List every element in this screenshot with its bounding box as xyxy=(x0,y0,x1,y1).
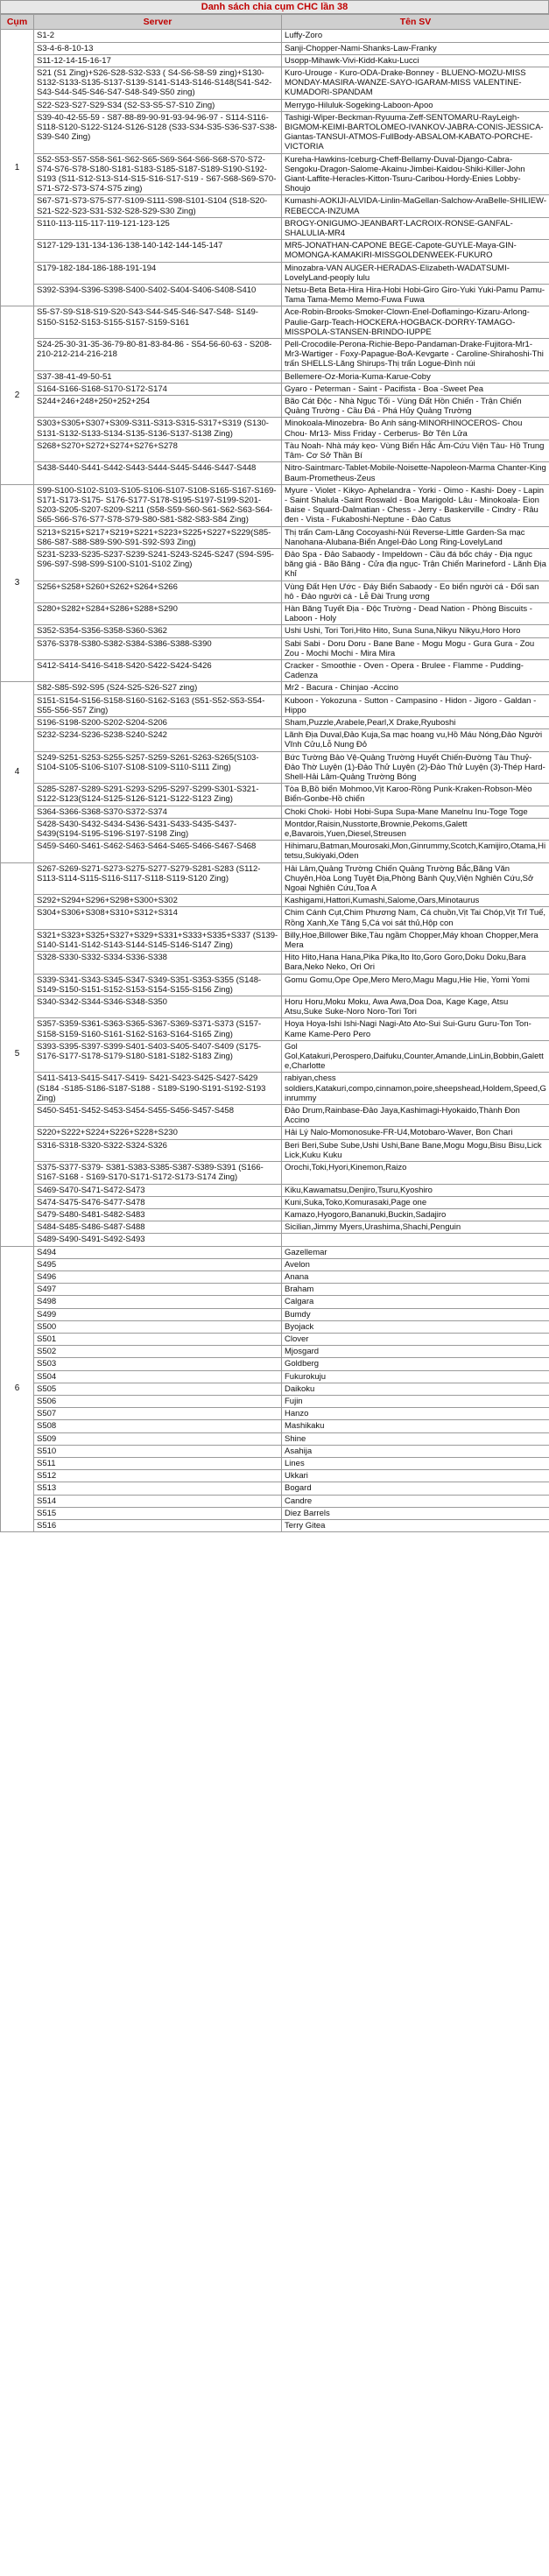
cluster-id: 6 xyxy=(1,1246,34,1532)
server-cell: S82-S85-S92-S95 (S24-S25-S26-S27 zing) xyxy=(34,682,282,694)
name-cell: Ace-Robin-Brooks-Smoker-Clown-Enel-Doflamingo-Kizaru-Arlong-Paulie-Garp-Teach-HOCKERA-HOGBACK-DORRY-TAMAGO-MISSPOLA-STANSEN-BRINDO-IUPPE xyxy=(282,306,549,339)
server-cell: S304+S306+S308+S310+S312+S314 xyxy=(34,907,282,929)
table-row xyxy=(1,581,549,602)
name-cell: Minozabra-VAN AUGER-HERADAS-Elizabeth-WADATSUMI-LovelyLand-peoply lulu xyxy=(282,262,549,284)
name-cell: Bellemere-Oz-Moria-Kuma-Karue-Coby xyxy=(282,370,549,383)
table-row xyxy=(1,217,549,239)
table-row xyxy=(1,841,549,862)
server-cell: S37-38-41-49-50-51 xyxy=(34,370,282,383)
server-cell: S498 xyxy=(34,1296,282,1308)
table-row xyxy=(1,285,549,306)
table-row xyxy=(1,1184,549,1196)
table-row xyxy=(1,484,549,526)
server-cell: S505 xyxy=(34,1383,282,1395)
table-row xyxy=(1,907,549,929)
name-cell: Chim Cánh Cụt,Chim Phương Nam, Cá chuồn,Vịt Tai Chóp,Vịt Trĩ Tuế, Rồng Xanh,Xe Tăng 5,Cá voi sát thủ,Hộp con xyxy=(282,907,549,929)
table-row xyxy=(1,625,549,637)
server-cell: S1-2 xyxy=(34,30,282,42)
table-row xyxy=(1,818,549,840)
server-cell: S510 xyxy=(34,1445,282,1457)
name-cell: Choki Choki- Hobi Hobi-Supa Supa-Mane Manelnu Inu-Toge Toge xyxy=(282,806,549,818)
name-cell: Gomu Gomu,Ope Ope,Mero Mero,Magu Magu,Hie Hie, Yomi Yomi xyxy=(282,974,549,996)
server-cell: S497 xyxy=(34,1284,282,1296)
table-row xyxy=(1,659,549,681)
server-cell: S52-S53-S57-S58-S61-S62-S65-S69-S64-S66-S68-S70-S72-S74-S76-S78-S180-S181-S183-S185-S187-S189-S190-S192-S193 (S11-S12-S13-S14-S15-S16-S17-S19 - S67-S68-S69-S70-S71-S72-S73-S74-S75 zing) xyxy=(34,153,282,195)
table-row xyxy=(1,1308,549,1320)
table-row xyxy=(1,1284,549,1296)
server-cell: S340-S342-S344-S346-S348-S350 xyxy=(34,996,282,1018)
server-cell: S5-S7-S9-S18-S19-S20-S43-S44-S45-S46-S47-S48- S149-S150-S152-S153-S155-S157-S159-S161 xyxy=(34,306,282,339)
name-cell: Đảo Spa - Đảo Sabaody - Impeldown - Cầu đá bốc cháy - Địa ngục băng giá - Bão Băng - Cửa địa ngục- Trận Chiến Marineford - Lãnh Địa Khỉ xyxy=(282,548,549,581)
name-cell: Tashigi-Wiper-Beckman-Ryuuma-Zeff-SENTOMARU-RayLeigh-BIGMOM-KEIMI-BARTOLOMEO-IVANKOV-JABRA-CONIS-JESSICA-Giantas-TANSUI-ATMOS-FullBody-ABSALOM-KABATO-PORCHE-VICTORIA xyxy=(282,111,549,153)
name-cell: Kuni,Suka,Toko,Komurasaki,Page one xyxy=(282,1196,549,1208)
name-cell: Tòa B,Bồ biển Mohmoo,Vịt Karoo-Rồng Punk-Kraken-Robson-Mèo Biển-Gonbe-Hồ chiến xyxy=(282,784,549,806)
table-row xyxy=(1,1408,549,1420)
name-cell: Sham,Puzzle,Arabele,Pearl,X Drake,Ryuboshi xyxy=(282,716,549,728)
table-row xyxy=(1,1457,549,1469)
name-cell: Braham xyxy=(282,1284,549,1296)
name-cell: Kuro-Urouge - Kuro-ODA-Drake-Bonney - BLUENO-MOZU-MISS MONDAY-MASIRA-WANZE-SAYO-IGARAM-MISS VALENTINE-KUMADORI-SPANDAM xyxy=(282,67,549,99)
server-cell: S321+S323+S325+S327+S329+S331+S333+S335+S337 (S139-S140-S141-S142-S143-S144-S145-S146-S147 Zing) xyxy=(34,929,282,951)
name-cell: Thị trấn Cam-Lăng Cocoyashi-Núi Reverse-Little Garden-Sa mạc Nanohana-Alubana-Biển Angel-Đảo Long Ring-LovelyLand xyxy=(282,526,549,548)
server-cell: S495 xyxy=(34,1258,282,1270)
server-cell: S196-S198-S200-S202-S204-S206 xyxy=(34,716,282,728)
server-cell: S39-40-42-55-59 - S87-88-89-90-91-93-94-96-97 - S114-S116-S118-S120-S122-S124-S126-S128 (S33-S34-S35-S36-S37-S38-S39-S40 Zing) xyxy=(34,111,282,153)
table-row xyxy=(1,1208,549,1221)
cluster-id: 1 xyxy=(1,30,34,306)
server-cell: S500 xyxy=(34,1320,282,1333)
name-cell: Bức Tường Bảo Vệ-Quảng Trường Huyết Chiến-Đường Tàu Thuỷ-Đảo Thờ Luyện (1)-Đảo Thử Luyện (2)-Đảo Thử Luyện (3)-Thép Hard-Shell-Hải Lâm-Quảng Trường Bóng xyxy=(282,751,549,784)
table-row xyxy=(1,716,549,728)
server-cell: S501 xyxy=(34,1333,282,1345)
cluster-table xyxy=(0,14,549,1532)
table-body xyxy=(1,30,549,1532)
name-cell: Minokoala-Minozebra- Bo Anh sáng-MINORHINOCEROS- Chou Chou- Mr13- Miss Friday - Cerberus- Bờ Tên Lửa xyxy=(282,418,549,440)
name-cell: Candre xyxy=(282,1495,549,1507)
server-cell: S503 xyxy=(34,1358,282,1370)
table-row xyxy=(1,929,549,951)
server-cell: S127-129-131-134-136-138-140-142-144-145-147 xyxy=(34,240,282,262)
server-cell: S244+246+248+250+252+254 xyxy=(34,396,282,418)
server-cell: S316-S318-S320-S322-S324-S326 xyxy=(34,1139,282,1161)
name-cell: Gol Gol,Katakuri,Perospero,Daifuku,Counter,Amande,LinLin,Bobbin,Galette,Charlotte xyxy=(282,1040,549,1073)
server-cell: S512 xyxy=(34,1470,282,1482)
header-servers: Server xyxy=(34,15,282,30)
server-cell: S392-S394-S396-S398-S400-S402-S404-S406-S408-S410 xyxy=(34,285,282,306)
name-cell: Usopp-Mihawk-Vivi-Kidd-Kaku-Lucci xyxy=(282,54,549,67)
name-cell: Anana xyxy=(282,1270,549,1283)
table-row xyxy=(1,682,549,694)
server-cell: S459-S460-S461-S462-S463-S464-S465-S466-S467-S468 xyxy=(34,841,282,862)
name-cell: Horu Horu,Moku Moku, Awa Awa,Doa Doa, Kage Kage, Atsu Atsu,Suke Suke-Noro Noro-Tori Tori xyxy=(282,996,549,1018)
name-cell: Mjosgard xyxy=(282,1346,549,1358)
server-cell: S507 xyxy=(34,1408,282,1420)
name-cell: Hải Lâm,Quảng Trường Chiến Quảng Trường Bắc,Bãng Văn Chuyên,Hòa Long Tuyệt Địa,Phòng Bành Quy,Viện Nghiên Cứu,Sở Ngoại Nghiên Cứu,Toa A xyxy=(282,862,549,895)
table-row xyxy=(1,1420,549,1432)
table-row xyxy=(1,1346,549,1358)
table-row xyxy=(1,462,549,484)
table-row xyxy=(1,1258,549,1270)
name-cell xyxy=(282,1234,549,1246)
name-cell: Clover xyxy=(282,1333,549,1345)
server-cell: S110-113-115-117-119-121-123-125 xyxy=(34,217,282,239)
header-cluster: Cụm xyxy=(1,15,34,30)
name-cell: Kamazo,Hyogoro,Bananuki,Buckin,Sadajiro xyxy=(282,1208,549,1221)
name-cell: Merrygo-Hiluluk-Sogeking-Laboon-Apoo xyxy=(282,99,549,111)
table-row xyxy=(1,1234,549,1246)
server-cell: S357-S359-S361-S363-S365-S367-S369-S371-S373 (S157-S158-S159-S160-S161-S162-S163-S164-S165 Zing) xyxy=(34,1018,282,1040)
table-row xyxy=(1,440,549,461)
server-cell: S469-S470-S471-S472-S473 xyxy=(34,1184,282,1196)
table-row xyxy=(1,1270,549,1283)
table-row xyxy=(1,306,549,339)
name-cell: Billy,Hoe,Billower Bike,Tàu ngầm Chopper,Máy khoan Chopper,Mera Mera xyxy=(282,929,549,951)
table-row xyxy=(1,1018,549,1040)
header-names: Tên SV xyxy=(282,15,549,30)
table-row xyxy=(1,1221,549,1234)
server-cell: S474-S475-S476-S477-S478 xyxy=(34,1196,282,1208)
table-row xyxy=(1,240,549,262)
table-row xyxy=(1,111,549,153)
name-cell: Byojack xyxy=(282,1320,549,1333)
name-cell: BROGY-ONIGUMO-JEANBART-LACROIX-RONSE-GANFAL-SHALULIA-MR4 xyxy=(282,217,549,239)
name-cell: Nitro-Saintmarc-Tablet-Mobile-Noisette-Napoleon-Marma Chanter-King Baum-Prometheus-Zeus xyxy=(282,462,549,484)
server-cell: S303+S305+S307+S309-S311-S313-S315-S317+S319 (S130-S131-S132-S133-S134-S135-S136-S137-S138 Zing) xyxy=(34,418,282,440)
server-cell: S280+S282+S284+S286+S288+S290 xyxy=(34,602,282,624)
name-cell: Fukurokuju xyxy=(282,1370,549,1383)
table-row xyxy=(1,1162,549,1184)
name-cell: MR5-JONATHAN-CAPONE BEGE-Capote-GUYLE-Maya-GIN-MOMONGA-KAMAKIRI-MISSGOLDENWEEK-FUKURO xyxy=(282,240,549,262)
server-cell: S506 xyxy=(34,1395,282,1407)
server-cell: S494 xyxy=(34,1246,282,1258)
name-cell: Kureha-Hawkins-Iceburg-Cheff-Bellamy-Duval-Django-Cabra-Sengoku-Dragon-Salome-Akainu-Jimbei-Kaidou-Shiki-Killer-John Giant-Laffite-Heracles-Kitton-Tsuru-Caribou-Hordy-Enies Lobby-Shoujo xyxy=(282,153,549,195)
table-row xyxy=(1,1445,549,1457)
table-row xyxy=(1,526,549,548)
server-cell: S352-S354-S356-S358-S360-S362 xyxy=(34,625,282,637)
name-cell: Gazellemar xyxy=(282,1246,549,1258)
server-cell: S11-12-14-15-16-17 xyxy=(34,54,282,67)
name-cell: Mashikaku xyxy=(282,1420,549,1432)
server-cell: S428-S430-S432-S434-S436-S431-S433-S435-S437-S439(S194-S195-S196-S197-S198 Zing) xyxy=(34,818,282,840)
table-row xyxy=(1,54,549,67)
name-cell: Kuboon - Yokozuna - Sutton - Campasino - Hidon - Jigoro - Galdan -Hippo xyxy=(282,694,549,716)
server-cell: S220+S222+S224+S226+S228+S230 xyxy=(34,1127,282,1139)
server-cell: S393-S395-S397-S399-S401-S403-S405-S407-S409 (S175-S176-S177-S178-S179-S180-S181-S182-S183 Zing) xyxy=(34,1040,282,1073)
table-row xyxy=(1,153,549,195)
table-row xyxy=(1,1519,549,1531)
name-cell: Avelon xyxy=(282,1258,549,1270)
name-cell: Mr2 - Bacura - Chinjao -Accino xyxy=(282,682,549,694)
server-cell: S376-S378-S380-S382-S384-S386-S388-S390 xyxy=(34,637,282,659)
name-cell: Sicilian,Jimmy Myers,Urashima,Shachi,Penguin xyxy=(282,1221,549,1234)
table-row xyxy=(1,1383,549,1395)
table-row xyxy=(1,895,549,907)
table-row xyxy=(1,1432,549,1445)
server-cell: S502 xyxy=(34,1346,282,1358)
server-cell: S499 xyxy=(34,1308,282,1320)
name-cell: rabiyan,chess soldiers,Katakuri,compo,cinnamon,poire,sheepshead,Holdem,Speed,Ginrummy xyxy=(282,1073,549,1105)
name-cell: Lãnh Địa Duval,Đảo Kuja,Sa mạc hoang vu,Hồ Máu Nóng,Đảo Người Vĩnh Cửu,Lỗ Nung Đỏ xyxy=(282,729,549,751)
table-row xyxy=(1,67,549,99)
name-cell: Fujin xyxy=(282,1395,549,1407)
name-cell: Kiku,Kawamatsu,Denjiro,Tsuru,Kyoshiro xyxy=(282,1184,549,1196)
server-cell: S22-S23-S27-S29-S34 (S2-S3-S5-S7-S10 Zing) xyxy=(34,99,282,111)
name-cell: Goldberg xyxy=(282,1358,549,1370)
table-row xyxy=(1,195,549,217)
server-cell: S511 xyxy=(34,1457,282,1469)
server-cell: S267-S269-S271-S273-S275-S277-S279-S281-S283 (S112-S113-S114-S115-S116-S117-S118-S119-S120 Zing) xyxy=(34,862,282,895)
server-cell: S514 xyxy=(34,1495,282,1507)
name-cell: Tàu Noah- Nhà máy kẹo- Vùng Biển Hắc Ám-Cứu Viện Tàu- Hồ Trung Tâm- Cơ Sở Thần Bí xyxy=(282,440,549,461)
server-cell: S24-25-30-31-35-36-79-80-81-83-84-86 - S54-56-60-63 - S208-210-212-214-216-218 xyxy=(34,339,282,371)
server-cell: S508 xyxy=(34,1420,282,1432)
table-row xyxy=(1,694,549,716)
table-row xyxy=(1,396,549,418)
table-row xyxy=(1,383,549,395)
table-row xyxy=(1,784,549,806)
name-cell: Cracker - Smoothie - Oven - Opera - Brulee - Flamme - Pudding- Cadenza xyxy=(282,659,549,681)
name-cell: Montdor,Raisin,Nusstorte,Brownie,Pekoms,Galett e,Bavarois,Yuen,Diesel,Streusen xyxy=(282,818,549,840)
name-cell: Orochi,Toki,Hyori,Kinemon,Raizo xyxy=(282,1162,549,1184)
name-cell: Hito Hito,Hana Hana,Pika Pika,Ito Ito,Goro Goro,Doku Doku,Bara Bara,Neko Neko, Ori Ori xyxy=(282,952,549,974)
name-cell: Asahija xyxy=(282,1445,549,1457)
table-row xyxy=(1,637,549,659)
table-row xyxy=(1,42,549,54)
table-row xyxy=(1,1370,549,1383)
table-row xyxy=(1,1073,549,1105)
server-cell: S256+S258+S260+S262+S264+S266 xyxy=(34,581,282,602)
server-cell: S339-S341-S343-S345-S347-S349-S351-S353-S355 (S148-S149-S150-S151-S152-S153-S154-S155-S156 Zing) xyxy=(34,974,282,996)
table-row xyxy=(1,751,549,784)
name-cell: Hải Lý Nalo-Momonosuke-FR-U4,Motobaro-Waver, Bon Chari xyxy=(282,1127,549,1139)
table-row xyxy=(1,996,549,1018)
server-cell: S292+S294+S296+S298+S300+S302 xyxy=(34,895,282,907)
table-row xyxy=(1,1482,549,1495)
name-cell: Lines xyxy=(282,1457,549,1469)
server-cell: S151-S154-S156-S158-S160-S162-S163 (S51-S52-S53-S54-S55-S56-S57 Zing) xyxy=(34,694,282,716)
table-row xyxy=(1,548,549,581)
name-cell: Kumashi-AOKIJI-ALVIDA-Linlin-MaGellan-Salchow-AraBelle-SHILIEW-REBECCA-INZUMA xyxy=(282,195,549,217)
name-cell: Terry Gitea xyxy=(282,1519,549,1531)
name-cell: Đảo Drum,Rainbase-Đảo Jaya,Kashimagi-Hyokaido,Thành Đon Accino xyxy=(282,1105,549,1127)
table-row xyxy=(1,339,549,371)
name-cell: Luffy-Zoro xyxy=(282,30,549,42)
table-row xyxy=(1,262,549,284)
table-row xyxy=(1,729,549,751)
table-row xyxy=(1,1333,549,1345)
name-cell: Hoya Hoya-Ishi Ishi-Nagi Nagi-Ato Ato-Sui Sui-Guru Guru-Ton Ton-Kame Kame-Pero Pero xyxy=(282,1018,549,1040)
server-cell: S496 xyxy=(34,1270,282,1283)
server-cell: S513 xyxy=(34,1482,282,1495)
name-cell: Kashigami,Hattori,Kumashi,Salome,Oars,Minotaurus xyxy=(282,895,549,907)
name-cell: Daikoku xyxy=(282,1383,549,1395)
server-cell: S232-S234-S236-S238-S240-S242 xyxy=(34,729,282,751)
server-cell: S375-S377-S379- S381-S383-S385-S387-S389-S391 (S166-S167-S168 - S169-S170-S171-S172-S173-S174 Zing) xyxy=(34,1162,282,1184)
name-cell: Shine xyxy=(282,1432,549,1445)
table-row xyxy=(1,1105,549,1127)
name-cell: Ukkari xyxy=(282,1470,549,1482)
server-cell: S479-S480-S481-S482-S483 xyxy=(34,1208,282,1221)
server-cell: S489-S490-S491-S492-S493 xyxy=(34,1234,282,1246)
server-cell: S21 (S1 Zing)+S26-S28-S32-S33 ( S4-S6-S8-S9 zing)+S130-S132-S133-S135-S137-S139-S141-S143-S146-S148(S41-S42-S43-S44-S45-S46-S47-S48-S49-S50 zing) xyxy=(34,67,282,99)
table-row xyxy=(1,370,549,383)
server-cell: S249-S251-S253-S255-S257-S259-S261-S263-S265(S103-S104-S105-S106-S107-S108-S109-S110-S111 Zing) xyxy=(34,751,282,784)
table-row xyxy=(1,1139,549,1161)
server-cell: S484-S485-S486-S487-S488 xyxy=(34,1221,282,1234)
server-cell: S412-S414-S416-S418-S420-S422-S424-S426 xyxy=(34,659,282,681)
server-cell: S504 xyxy=(34,1370,282,1383)
name-cell: Sabi Sabi - Doru Doru - Bane Bane - Mogu Mogu - Gura Gura - Zou Zou - Mochi Mochi - Mira Mira xyxy=(282,637,549,659)
cluster-id: 3 xyxy=(1,484,34,682)
table-row xyxy=(1,1127,549,1139)
server-cell: S179-182-184-186-188-191-194 xyxy=(34,262,282,284)
server-cell: S364-S366-S368-S370-S372-S374 xyxy=(34,806,282,818)
name-cell: Diez Barrels xyxy=(282,1507,549,1519)
name-cell: Calgara xyxy=(282,1296,549,1308)
table-row xyxy=(1,952,549,974)
table-row xyxy=(1,30,549,42)
server-cell: S99-S100-S102-S103-S105-S106-S107-S108-S165-S167-S169- S171-S173-S175- S176-S177-S178-S195-S197-S199-S201-S203-S205-S207-S209-S211 (S58-S59-S60-S61-S62-S63-S64-S65-S66-S76-S77-S78-S79-S80-S81-S82-S83-S84 Zing) xyxy=(34,484,282,526)
cluster-id: 5 xyxy=(1,862,34,1246)
server-cell: S515 xyxy=(34,1507,282,1519)
server-cell: S285-S287-S289-S291-S293-S295-S297-S299-S301-S321-S122-S123(S124-S125-S126-S121-S122-S123 Zing) xyxy=(34,784,282,806)
table-row xyxy=(1,1358,549,1370)
name-cell: Gyaro - Peterman - Saint - Pacifista - Boa -Sweet Pea xyxy=(282,383,549,395)
server-cell: S450-S451-S452-S453-S454-S455-S456-S457-S458 xyxy=(34,1105,282,1127)
header-row xyxy=(1,15,549,30)
name-cell: Myure - Violet - Kikyo- Aphelandra - Yorki - Oimo - Kashi- Doey - Lapin - Saint Shalula -Saint Roswald - Boa Marigold- Lâu - Minokoala- Eion Baise - Squard-Dalmatian - Chess - Jerry - Baskerville - Cindry - Râu đen - Vista - Fukaboshi-Neptune - Đảo Catus xyxy=(282,484,549,526)
name-cell: Hanzo xyxy=(282,1408,549,1420)
table-row xyxy=(1,418,549,440)
server-cell: S509 xyxy=(34,1432,282,1445)
table-row xyxy=(1,1296,549,1308)
table-row xyxy=(1,974,549,996)
server-cell: S3-4-6-8-10-13 xyxy=(34,42,282,54)
server-cell: S411-S413-S415-S417-S419- S421-S423-S425-S427-S429 (S184 -S185-S186-S187-S188 - S189-S190-S191-S192-S193 Zing) xyxy=(34,1073,282,1105)
name-cell: Pell-Crocodile-Perona-Richie-Bepo-Pandaman-Drake-Fujitora-Mr1-Mr3-Wartiger - Foxy-Papague-BoA-Kevgarte - Caroline-Shirahoshi-Thi trấn SHELLS-Lăng Shirups-Thị trấn Logue-Đình núi xyxy=(282,339,549,371)
table-row xyxy=(1,1246,549,1258)
name-cell: Netsu-Beta Beta-Hira Hira-Hobi Hobi-Giro Giro-Yuki Yuki-Pamu Pamu-Tama Tama-Memo Memo-Fuwa Fuwa xyxy=(282,285,549,306)
table-row xyxy=(1,1470,549,1482)
table-row xyxy=(1,1495,549,1507)
table-row xyxy=(1,1196,549,1208)
table-row xyxy=(1,99,549,111)
name-cell: Beri Beri,Sube Sube,Ushi Ushi,Bane Bane,Mogu Mogu,Bisu Bisu,Lick Lick,Kuku Kuku xyxy=(282,1139,549,1161)
table-row xyxy=(1,1507,549,1519)
server-cell: S328-S330-S332-S334-S336-S338 xyxy=(34,952,282,974)
server-cell: S231-S233-S235-S237-S239-S241-S243-S245-S247 (S94-S95-S96-S97-S98-S99-S100-S101-S102 Zing) xyxy=(34,548,282,581)
table-row xyxy=(1,1320,549,1333)
table-row xyxy=(1,602,549,624)
name-cell: Bumdy xyxy=(282,1308,549,1320)
cluster-id: 2 xyxy=(1,306,34,484)
server-cell: S268+S270+S272+S274+S276+S278 xyxy=(34,440,282,461)
table-row xyxy=(1,862,549,895)
page-title: Danh sách chia cụm CHC lần 38 xyxy=(0,0,549,14)
name-cell: Bogard xyxy=(282,1482,549,1495)
server-cell: S67-S71-S73-S75-S77-S109-S111-S98-S101-S104 (S18-S20-S21-S22-S23-S31-S32-S28-S29-S30 Zing) xyxy=(34,195,282,217)
name-cell: Bão Cát Độc - Nhà Ngục Tối - Vùng Đất Hồn Chiến - Trận Chiến Quảng Trường - Cầu Đá - Phá Hủy Quảng Trường xyxy=(282,396,549,418)
table-row xyxy=(1,1395,549,1407)
name-cell: Hàn Băng Tuyết Địa - Độc Trường - Dead Nation - Phòng Biscuits - Laboon - Holy xyxy=(282,602,549,624)
server-cell: S516 xyxy=(34,1519,282,1531)
name-cell: Vùng Đất Hẹn Ước - Đáy Biển Sabaody - Eo biển người cá - Đối san hô - Đảo người cá - Lễ Đài Trung ương xyxy=(282,581,549,602)
name-cell: Ushi Ushi, Tori Tori,Hito Hito, Suna Suna,Nikyu Nikyu,Horo Horo xyxy=(282,625,549,637)
cluster-id: 4 xyxy=(1,682,34,862)
name-cell: Hihimaru,Batman,Mourosaki,Mon,Ginrummy,Scotch,Kamijiro,Otama,Hitetsu,Sukiyaki,Oden xyxy=(282,841,549,862)
table-row xyxy=(1,1040,549,1073)
name-cell: Sanji-Chopper-Nami-Shanks-Law-Franky xyxy=(282,42,549,54)
server-cell: S213+S215+S217+S219+S221+S223+S225+S227+S229(S85-S86-S87-S88-S89-S90-S91-S92-S93 Zing) xyxy=(34,526,282,548)
server-cell: S438-S440-S441-S442-S443-S444-S445-S446-S447-S448 xyxy=(34,462,282,484)
server-cell: S164-S166-S168-S170-S172-S174 xyxy=(34,383,282,395)
table-row xyxy=(1,806,549,818)
